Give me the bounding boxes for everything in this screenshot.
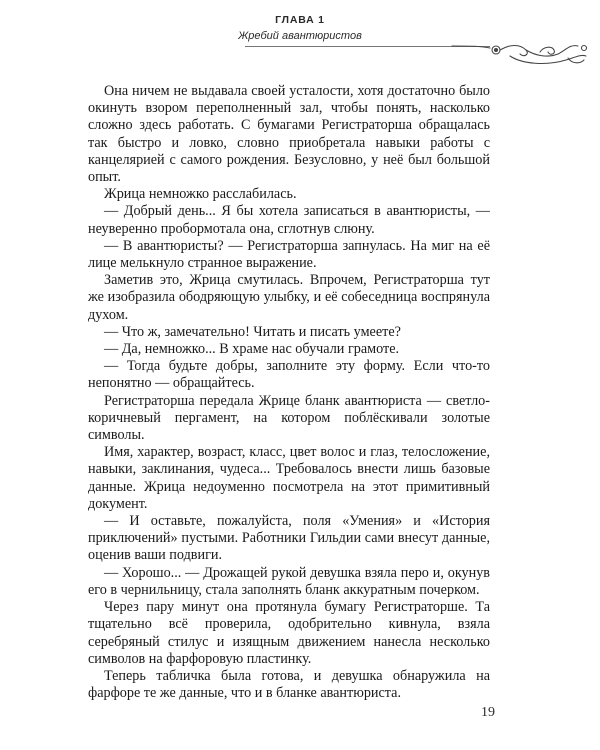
paragraph: Имя, характер, возраст, класс, цвет волос и глаз, телосложение, навыки, заклинания, чудеса... Требовалось внести лишь базовые данные. Жрица недоуменно посмотрела на этот примитивный документ. (88, 444, 490, 512)
paragraph: — Тогда будьте добры, заполните эту форму. Если что-то непонятно — обращайтесь. (88, 358, 490, 392)
paragraph: — Хорошо... — Дрожащей рукой девушка взяла перо и, окунув его в чернильницу, стала заполнять бланк аккуратным почерком. (88, 564, 490, 598)
paragraph: Она ничем не выдавала своей усталости, хотя достаточно было окинуть взором переполненный зал, чтобы понять, насколько сложно здесь работать. С бумагами Регистраторша обращалась так быстро и ловко, словно приобретала навыки работы с канцелярией с самого рождения. Безусловно, у неё был большой опыт. (88, 83, 490, 186)
paragraph: — Да, немножко... В храме нас обучали грамоте. (104, 341, 400, 358)
paragraph: Заметив это, Жрица смутилась. Впрочем, Регистраторша тут же изобразила ободряющую улыбку, и её собеседница воспрянула духом. (88, 272, 490, 323)
chapter-label: ГЛАВА 1 (275, 14, 325, 26)
paragraph: Жрица немножко расслабилась. (104, 186, 297, 203)
text-body (88, 83, 490, 702)
paragraph: Регистраторша передала Жрице бланк авантюриста — светло-коричневый пергамент, на котором поблёскивали золотые символы. (88, 392, 490, 444)
paragraph: — И оставьте, пожалуйста, поля «Умения» и «История приключений» пустыми. Работники Гильдии сами внесут данные, оценив ваши подвиги. (88, 513, 490, 564)
page-number: 19 (481, 705, 495, 720)
paragraph: Теперь табличка была готова, и девушка обнаружила на фарфоре те же данные, что и в бланке авантюриста. (88, 667, 490, 702)
paragraph: — Что ж, замечательно! Читать и писать умеете? (104, 323, 401, 340)
chapter-subtitle: Жребий авантюристов (238, 30, 362, 42)
paragraph: Через пару минут она протянула бумагу Регистраторше. Та тщательно всё проверила, одобрительно кивнула, взяла серебряный стилус и изящным движением нанесла несколько символов на фарфоровую пластинку. (88, 599, 490, 667)
scroll-ornament-icon (450, 40, 590, 68)
paragraph: — Добрый день... Я бы хотела записаться в авантюристы, — неуверенно пробормотала она, сглотнув слюну. (88, 203, 490, 237)
paragraph: — В авантюристы? — Регистраторша запнулась. На миг на её лице мелькнуло странное выражение. (88, 237, 490, 272)
page-header (0, 14, 600, 74)
